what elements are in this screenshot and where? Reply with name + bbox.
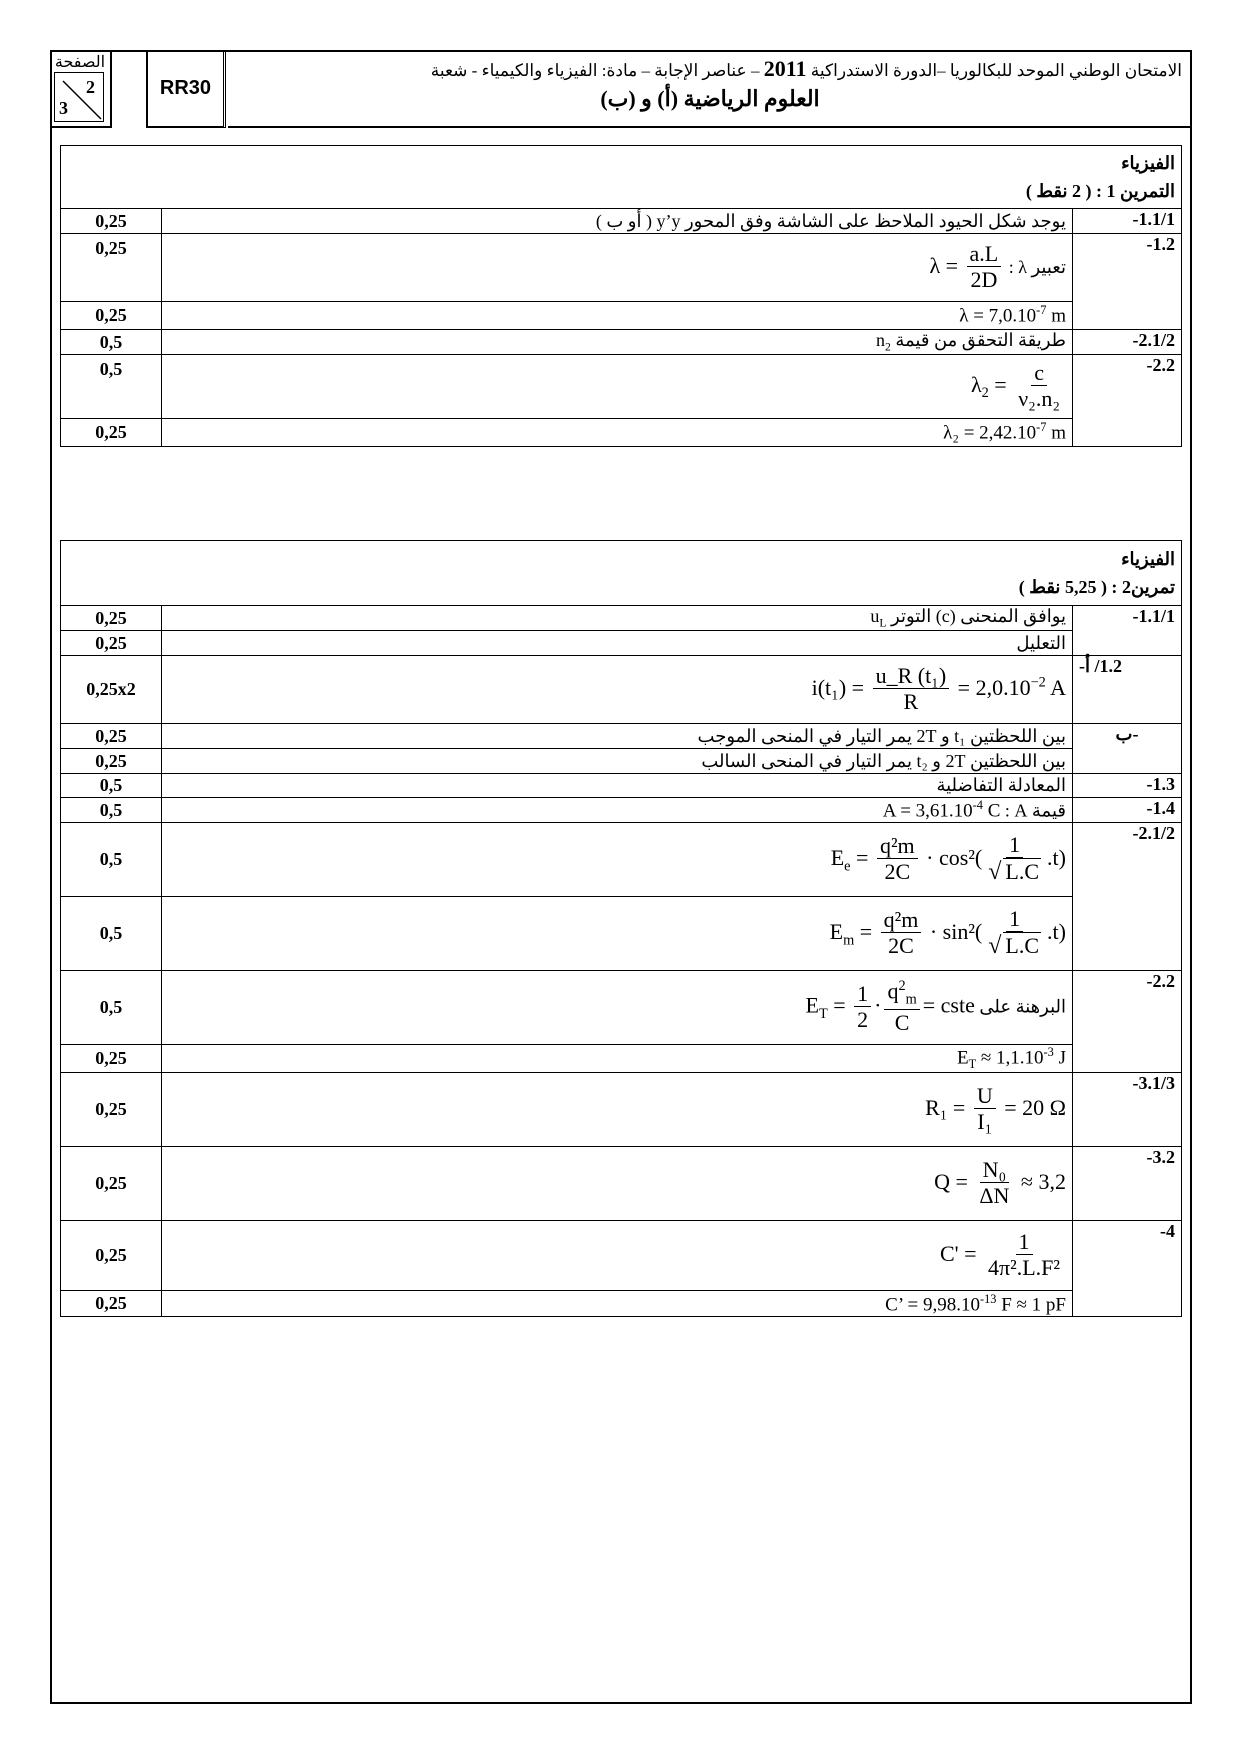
- table-row: [61, 798, 1182, 823]
- answer-cell: [162, 1045, 1073, 1073]
- exercise2-title-cell: [61, 541, 1182, 606]
- value-rest: ≈ 1,1.10: [976, 1047, 1044, 1069]
- question-number: -2.2: [1073, 355, 1182, 447]
- points-cell: 0,25: [61, 234, 162, 302]
- numerator: u_R (t₁): [873, 664, 950, 689]
- points-cell: 0,25: [61, 1221, 162, 1291]
- lambda-value: [959, 303, 1066, 327]
- formula-rhs: ≈ 3,2: [1020, 1168, 1066, 1194]
- exam-title-line2: العلوم الرياضية (أ) و (ب): [600, 86, 820, 111]
- answer-cell: [162, 419, 1073, 447]
- exponent: -13: [979, 1291, 997, 1306]
- unit: F ≈ 1 pF: [996, 1294, 1066, 1316]
- answer-text: تعبير λ :: [1008, 256, 1066, 277]
- numerator: U: [974, 1084, 996, 1109]
- denominator: ν₂.n₂: [1018, 385, 1060, 411]
- table-row: [61, 774, 1182, 798]
- subscript: L: [879, 616, 887, 630]
- answer-cell: [162, 302, 1073, 330]
- answer-cell: [162, 355, 1073, 419]
- formula-rhs: = cste: [922, 992, 975, 1018]
- title-year: 2011: [763, 56, 807, 81]
- quality-factor-formula: [934, 1158, 1066, 1210]
- answer-cell: [162, 330, 1073, 355]
- fraction: [873, 664, 950, 716]
- exponent: -7: [1036, 303, 1047, 318]
- table-row: [61, 606, 1182, 631]
- fraction: [976, 1158, 1012, 1210]
- numerator: q²m: [877, 834, 918, 859]
- table-row: [61, 234, 1182, 302]
- denominator: R: [903, 688, 919, 714]
- exponent: −2: [1030, 674, 1046, 691]
- unit: m: [1046, 422, 1066, 444]
- answer-cell: [162, 1221, 1073, 1291]
- question-number: -1.3: [1073, 774, 1182, 798]
- fraction: [985, 1230, 1063, 1282]
- sqrt-content: L.C: [1005, 933, 1040, 959]
- fraction: [974, 1084, 996, 1136]
- subscript: m: [843, 932, 855, 949]
- denominator: C: [894, 1009, 910, 1035]
- lambda2-formula: $\lambda_2$ = $\frac{c}{\text{ν₂.n₂}}$: [971, 361, 1066, 413]
- question-number: -1.1/1: [1073, 606, 1182, 656]
- numerator: q²m: [881, 908, 922, 933]
- exam-title-line1: [431, 56, 1182, 82]
- exponent: -4: [972, 798, 983, 812]
- table-row: [61, 724, 1182, 749]
- exam-title: [228, 50, 1192, 128]
- question-number: -4: [1073, 1221, 1182, 1317]
- points-cell: 0,5: [61, 897, 162, 971]
- answer-cell: بين اللحظتين t₁ و 2T يمر التيار في المنحى الموجب: [162, 724, 1073, 749]
- points-cell: 0,25: [61, 631, 162, 656]
- points-cell: 0,5: [61, 355, 162, 419]
- answer-cell: المعادلة التفاضلية: [162, 774, 1073, 798]
- lambda2-value: [943, 420, 1066, 444]
- fraction: [854, 982, 871, 1034]
- points-cell: 0,25: [61, 209, 162, 234]
- question-number: -3.2: [1073, 1147, 1182, 1221]
- points-cell: 0,25: [61, 724, 162, 749]
- formula-lhs: E: [830, 844, 845, 870]
- table-row: [61, 1291, 1182, 1317]
- capacitance-value: [885, 1292, 1066, 1316]
- exercise1-title-cell: [61, 146, 1182, 209]
- formula-rhs: = 2,0.10: [957, 674, 1031, 700]
- sqrt-symbol: √: [988, 933, 1002, 960]
- table-row: [61, 971, 1182, 1045]
- table-row: [61, 209, 1182, 234]
- numerator: 1: [1006, 907, 1023, 932]
- page-current: 2: [86, 77, 95, 97]
- capacitance-formula: [940, 1230, 1066, 1282]
- value-text: C’ = 9,98.10: [885, 1294, 980, 1316]
- numerator: c: [1031, 361, 1047, 386]
- unit: m: [1046, 305, 1066, 327]
- denominator: 2C: [888, 933, 914, 959]
- exercise2-subject: الفيزياء: [1121, 549, 1175, 569]
- value-text: E: [956, 1047, 969, 1069]
- table-row: [61, 823, 1182, 897]
- page-number-box: [50, 50, 112, 128]
- formula-lhs: R₁ =: [925, 1094, 966, 1120]
- answer-cell: [162, 1073, 1073, 1147]
- answer-cell: [162, 971, 1073, 1045]
- subscript: T: [968, 1057, 977, 1072]
- formula-tail: .t): [1047, 844, 1066, 870]
- numerator: 1: [1006, 833, 1023, 858]
- exercise1-subject: الفيزياء: [1121, 153, 1175, 173]
- answer-cell: [162, 897, 1073, 971]
- exponent: -3: [1043, 1045, 1054, 1060]
- title-post: – عناصر الإجابة – مادة: الفيزياء والكيمياء - شعبة: [430, 61, 760, 80]
- exercise2-title-row: [61, 541, 1182, 606]
- value-text: λ₂ = 2,42.10: [943, 422, 1037, 444]
- denominator: [985, 858, 1044, 887]
- answer-cell: [162, 1147, 1073, 1221]
- function-text: · cos²(: [926, 844, 983, 870]
- et-value: [957, 1045, 1066, 1072]
- exercise2-title: تمرين2 : ( 5,25 نقط ): [1018, 577, 1175, 597]
- denominator: 2: [857, 1007, 869, 1033]
- subscript: 2: [981, 384, 989, 401]
- table-row: [61, 656, 1182, 724]
- table-row: [61, 1221, 1182, 1291]
- points-cell: 0,5: [61, 330, 162, 355]
- denominator: ΔN: [979, 1183, 1010, 1209]
- points-cell: 0,25: [61, 302, 162, 330]
- question-number: 1.2/ أ-: [1073, 656, 1182, 724]
- numerator: $q^2_m$: [884, 979, 919, 1009]
- denominator: I₁: [977, 1109, 993, 1135]
- answer-cell: [162, 234, 1073, 302]
- table-row: [61, 330, 1182, 355]
- magnetic-energy-formula: $E_m$ = $\frac{\text{q²m}}{2C}$ · sin²( $\frac{1}{√ L.C}$ .t): [829, 905, 1066, 960]
- fraction: [967, 242, 1002, 294]
- formula-lhs: λ =: [929, 252, 959, 278]
- answer-cell: بين اللحظتين 2T و t₂ يمر التيار في المنحى السالب: [162, 749, 1073, 774]
- points-cell: 0,25: [61, 1073, 162, 1147]
- sqrt-content: L.C: [1005, 859, 1040, 885]
- page-total: 3: [59, 98, 68, 118]
- exponent: -7: [1036, 420, 1047, 435]
- numerator: N₀: [980, 1158, 1010, 1183]
- denominator: [985, 932, 1044, 961]
- page-fraction: [54, 72, 104, 122]
- function-text: · sin²(: [929, 918, 983, 944]
- electric-energy-formula: $E_e$ = $\frac{\text{q²m}}{2C}$ · cos²( $\frac{1}{√ L.C}$ .t): [830, 831, 1066, 886]
- table-row: [61, 1147, 1182, 1221]
- formula-lhs: i(t₁) =: [811, 674, 865, 700]
- fraction: [985, 907, 1044, 961]
- points-cell: 0,25: [61, 1147, 162, 1221]
- fraction: [881, 908, 922, 960]
- exercise1-title: التمرين 1 : ( 2 نقط ): [1025, 181, 1175, 201]
- answer-cell: يوجد شكل الحيود الملاحظ على الشاشة وفق المحور y’y ( أو ب ): [162, 209, 1073, 234]
- value-text: λ = 7,0.10: [959, 305, 1037, 327]
- fraction: [1015, 361, 1063, 413]
- points-cell: 0,5: [61, 971, 162, 1045]
- unit: A: [1045, 674, 1066, 700]
- formula-lhs: λ: [970, 371, 982, 397]
- subscript: e: [844, 858, 851, 875]
- question-number: -1.4: [1073, 798, 1182, 823]
- answer-cell: [162, 656, 1073, 724]
- numerator: a.L: [967, 242, 1002, 267]
- question-number: -2.1/2: [1073, 330, 1182, 355]
- a-value: [883, 798, 1001, 822]
- current-formula: [812, 664, 1066, 716]
- formula-lhs: E: [805, 992, 819, 1018]
- table-row: [61, 419, 1182, 447]
- answer-cell: [162, 823, 1073, 897]
- total-energy-formula: $E_T$ = $\frac{1}{2}$ · $\frac{q^2_m}{C}$ = cste: [805, 978, 975, 1035]
- answer-text: طريقة التحقق من قيمة n: [876, 330, 1066, 351]
- formula-tail: .t): [1047, 918, 1066, 944]
- denominator: 4π².L.F²: [988, 1255, 1060, 1281]
- table-row: [61, 1045, 1182, 1073]
- fraction: [985, 833, 1044, 887]
- exam-code: RR30: [146, 50, 226, 128]
- answer-text: قيمة A :: [1004, 800, 1066, 821]
- table-row: [61, 1073, 1182, 1147]
- points-cell: 0,25: [61, 419, 162, 447]
- answer-cell: [162, 606, 1073, 631]
- points-cell: 0,5: [61, 823, 162, 897]
- numerator: 1: [854, 982, 871, 1007]
- question-number: ب-: [1073, 724, 1182, 774]
- exercise1-title-row: [61, 146, 1182, 209]
- numerator: 1: [1016, 1230, 1033, 1255]
- formula-lhs: Q =: [934, 1168, 968, 1194]
- unit: J: [1053, 1047, 1066, 1069]
- unit: C: [982, 800, 1001, 822]
- page-label: الصفحة: [54, 54, 106, 71]
- points-cell: 0,25: [61, 606, 162, 631]
- sqrt-symbol: √: [988, 859, 1002, 886]
- points-cell: 0,25: [61, 1045, 162, 1073]
- value-text: A = 3,61.10: [882, 800, 973, 822]
- points-cell: 0,25: [61, 749, 162, 774]
- question-number: -1.2: [1073, 234, 1182, 330]
- subscript: T: [818, 1006, 828, 1023]
- table-row: [61, 897, 1182, 971]
- question-number: -2.2: [1073, 971, 1182, 1073]
- table-row: [61, 302, 1182, 330]
- points-cell: 0,5: [61, 774, 162, 798]
- page-header: [50, 50, 1192, 128]
- table-row: [61, 355, 1182, 419]
- fraction: [884, 979, 919, 1036]
- exercise1-table: [60, 145, 1182, 447]
- answer-cell: [162, 798, 1073, 823]
- lambda-formula: [929, 242, 1004, 294]
- answer-cell: [162, 1291, 1073, 1317]
- answer-text: يوافق المنحنى (c) التوتر u: [870, 606, 1066, 627]
- table-row: [61, 631, 1182, 656]
- subscript: 2: [885, 340, 891, 354]
- answer-cell: التعليل: [162, 631, 1073, 656]
- points-cell: 0,5: [61, 798, 162, 823]
- resistance-formula: [925, 1084, 1066, 1136]
- exercise2-table: [60, 540, 1182, 1317]
- points-cell: 0,25: [61, 1291, 162, 1317]
- table-row: [61, 749, 1182, 774]
- formula-rhs: = 20 Ω: [1004, 1094, 1066, 1120]
- fraction: [877, 834, 918, 886]
- denominator: 2D: [970, 266, 998, 292]
- points-cell: 0,25x2: [61, 656, 162, 724]
- answer-text: البرهنة على: [979, 996, 1066, 1017]
- question-number: -1.1/1: [1073, 209, 1182, 234]
- denominator: 2C: [884, 859, 911, 885]
- formula-lhs: C' =: [939, 1240, 977, 1266]
- question-number: -3.1/3: [1073, 1073, 1182, 1147]
- formula-lhs: E: [829, 918, 844, 944]
- title-pre: الامتحان الوطني الموحد للبكالوريا –الدورة الاستدراكية: [810, 61, 1182, 80]
- question-number: -2.1/2: [1073, 823, 1182, 971]
